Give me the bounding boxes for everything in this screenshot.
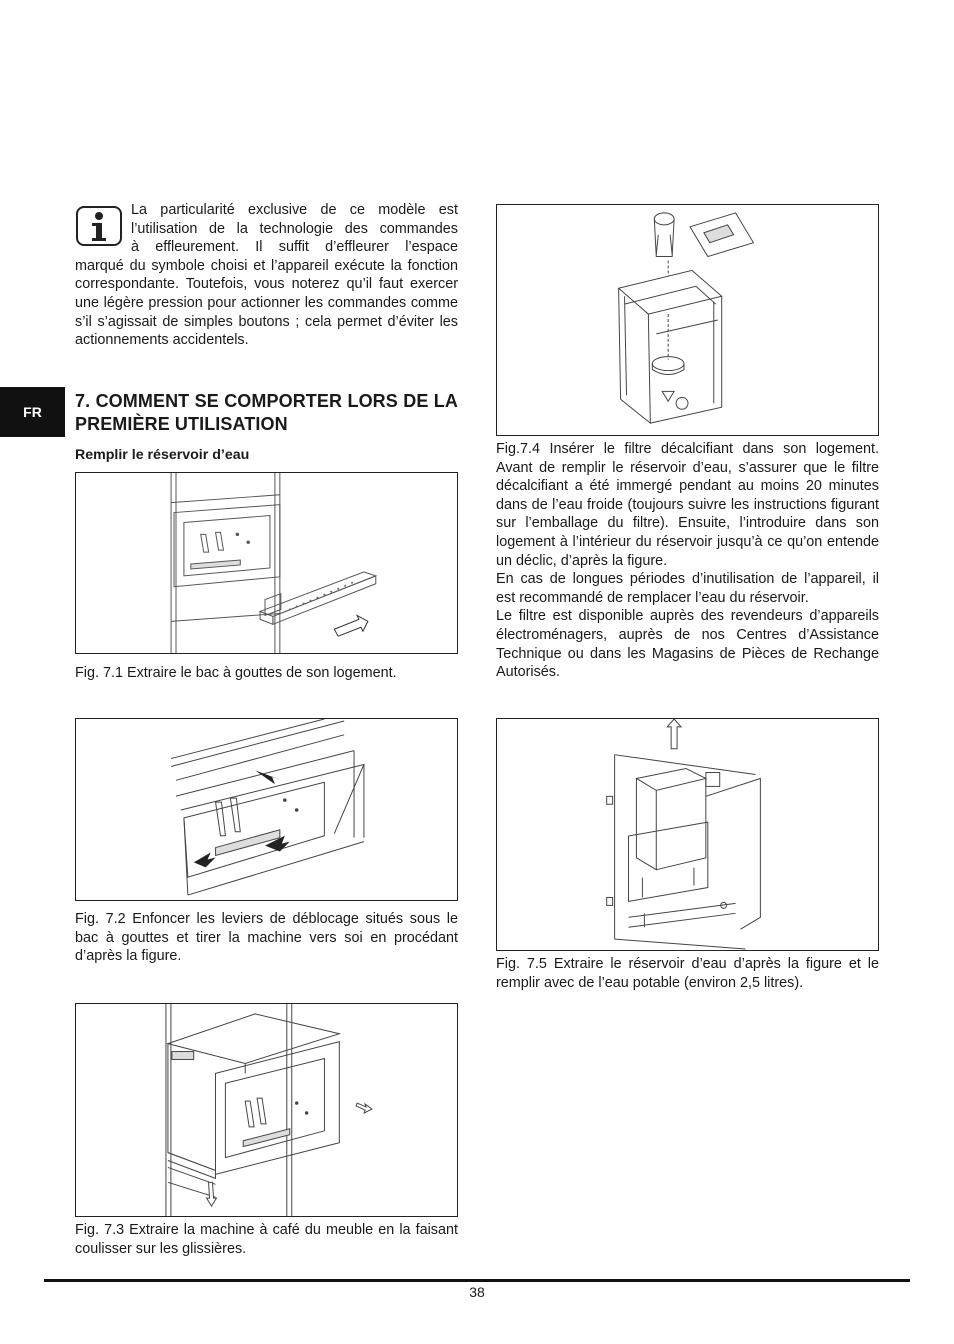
section-title: [75, 390, 458, 436]
figure-7-4-caption: Fig.7.4 Insérer le filtre décalcifiant dans son logement. Avant de remplir le réservoir d’eau, s’assurer que le filtre décalcifiant a été immergé pendant au moins 20 minutes dans de l’eau froide (toujours suivre les instructions figurant sur l’emballage du filtre). Ensuite, l’introduire dans son logement à l’intérieur du réservoir jusqu’à ce qu’on entende un déclic, d’après la figure.: [496, 441, 879, 569]
figure-7-5: [496, 718, 879, 951]
section-title-line-2: PREMIÈRE UTILISATION: [75, 414, 288, 434]
figure-7-1-caption: Fig. 7.1 Extraire le bac à gouttes de son logement.: [75, 665, 397, 681]
intro-line-1: La particularité exclusive de ce modèle est: [131, 202, 458, 218]
figure-7-5-caption: Fig. 7.5 Extraire le réservoir d’eau d’après la figure et le remplir avec de l’eau potable (environ 2,5 litres).: [496, 956, 879, 991]
footer-rule: [44, 1279, 910, 1282]
figure-7-4-para-2: En cas de longues périodes d’inutilisation de l’appareil, il est recommandé de remplacer l’eau du réservoir.: [496, 571, 879, 606]
decalcifying-filter-illustration: [497, 205, 878, 435]
figure-7-4-text: [496, 440, 879, 682]
subheading: Remplir le réservoir d’eau: [75, 447, 250, 463]
figure-7-4: [496, 204, 879, 436]
drip-tray-illustration: [76, 473, 457, 653]
release-levers-illustration: [76, 719, 457, 900]
figure-7-4-para-3: Le filtre est disponible auprès des revendeurs d’appareils électroménagers, auprès de nos Centres d’Assistance Technique ou dans les Magasins de Pièces de Rechange Autorisés.: [496, 608, 879, 681]
slide-out-machine-illustration: [76, 1004, 457, 1216]
intro-line-2: l’utilisation de la technologie des commandes: [131, 220, 458, 237]
figure-7-2-caption: Fig. 7.2 Enfoncer les leviers de déblocage situés sous le bac à gouttes et tirer la machine vers soi en procédant d’après la figure.: [75, 911, 458, 965]
figure-7-1: [75, 472, 458, 654]
figure-7-3: [75, 1003, 458, 1217]
language-tab: FR: [0, 387, 65, 437]
intro-paragraph: [75, 201, 458, 350]
section-title-line-1: 7. COMMENT SE COMPORTER LORS DE LA: [75, 391, 458, 411]
figure-7-3-caption: Fig. 7.3 Extraire la machine à café du meuble en la faisant coulisser sur les glissières.: [75, 1222, 458, 1257]
intro-rest: marqué du symbole choisi et l’appareil exécute la fonction correspondante. Toutefois, vous noterez qu’il faut exercer une légère pression pour actionner les commandes comme s’il s’agissait de simples boutons ; cela permet d’éviter les actionnements accidentels.: [75, 257, 458, 349]
intro-line-3: à effleurement. Il suffit d’effleurer l’espace: [131, 239, 458, 256]
page-number: 38: [469, 1284, 485, 1300]
water-tank-removal-illustration: [497, 719, 878, 950]
figure-7-2: [75, 718, 458, 901]
